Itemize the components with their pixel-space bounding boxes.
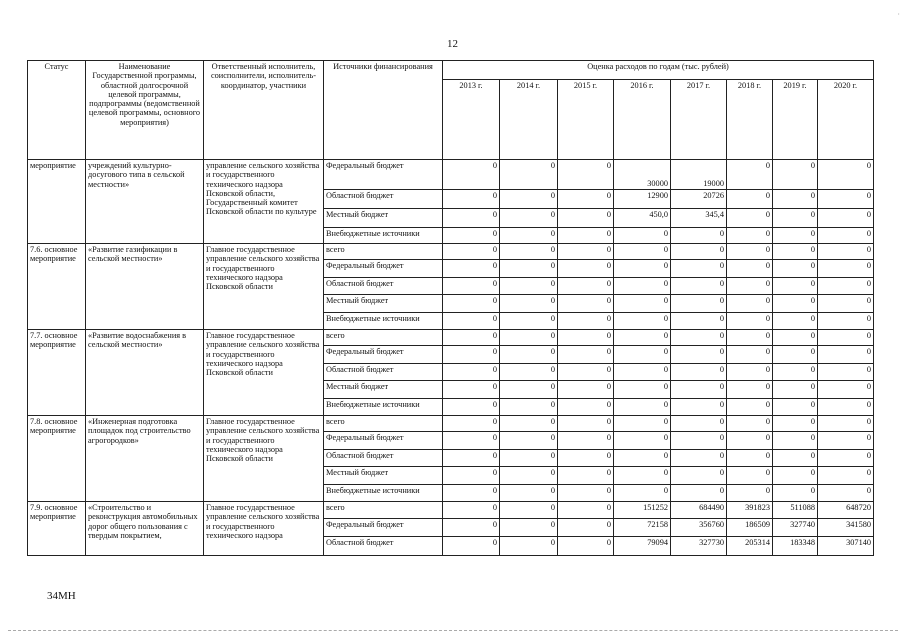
value-cell: 0 <box>818 278 874 295</box>
header-year: 2019 г. <box>773 80 818 160</box>
name-cell: «Инженерная подготовка площадок под строительство агрогородков» <box>86 416 204 502</box>
value-cell: 0 <box>614 313 671 330</box>
value-cell: 0 <box>818 346 874 364</box>
value-cell: 0 <box>727 330 773 346</box>
value-cell: 0 <box>443 485 500 502</box>
value-cell: 307140 <box>818 537 874 556</box>
source-cell: всего <box>324 416 443 432</box>
value-cell: 0 <box>443 190 500 209</box>
source-cell: Внебюджетные источники <box>324 485 443 502</box>
value-cell: 0 <box>671 313 727 330</box>
value-cell: 0 <box>558 485 614 502</box>
value-cell: 0 <box>773 416 818 432</box>
value-cell: 0 <box>727 160 773 190</box>
header-name: Наименование Государственной программы, областной долгосрочной целевой программы, подпрограммы (ведомственной целевой программы, основного мероприятия) <box>86 61 204 160</box>
value-cell: 0 <box>500 278 558 295</box>
source-cell: Федеральный бюджет <box>324 160 443 190</box>
value-cell: 0 <box>443 346 500 364</box>
corner-mark: · <box>897 10 900 19</box>
status-cell: 7.9. основное мероприятие <box>28 502 86 556</box>
value-cell: 0 <box>500 432 558 450</box>
value-cell: 0 <box>443 330 500 346</box>
value-cell: 0 <box>727 295 773 313</box>
source-cell: Федеральный бюджет <box>324 432 443 450</box>
value-cell: 0 <box>614 485 671 502</box>
value-cell: 0 <box>500 364 558 381</box>
value-cell: 205314 <box>727 537 773 556</box>
value-cell: 0 <box>818 190 874 209</box>
name-cell: «Развитие газификации в сельской местности» <box>86 244 204 330</box>
table-row <box>28 244 874 260</box>
value-cell: 0 <box>727 260 773 278</box>
value-cell: 0 <box>558 416 614 432</box>
budget-table <box>27 60 874 556</box>
value-cell: 0 <box>671 330 727 346</box>
source-cell: Федеральный бюджет <box>324 519 443 537</box>
value-cell: 0 <box>614 244 671 260</box>
value-cell: 0 <box>773 399 818 416</box>
value-cell: 0 <box>500 519 558 537</box>
value-cell: 0 <box>671 399 727 416</box>
value-cell: 0 <box>773 278 818 295</box>
value-cell: 0 <box>773 330 818 346</box>
value-cell: 0 <box>727 278 773 295</box>
value-cell: 0 <box>443 399 500 416</box>
value-cell: 450,0 <box>614 209 671 228</box>
value-cell: 0 <box>818 330 874 346</box>
value-cell: 0 <box>500 346 558 364</box>
value-cell: 0 <box>727 364 773 381</box>
value-cell: 0 <box>443 519 500 537</box>
value-cell: 0 <box>818 364 874 381</box>
value-cell: 0 <box>727 432 773 450</box>
value-cell: 0 <box>773 381 818 399</box>
value-cell: 0 <box>443 364 500 381</box>
status-cell: 7.6. основное мероприятие <box>28 244 86 330</box>
value-cell: 0 <box>727 313 773 330</box>
value-cell: 0 <box>558 209 614 228</box>
header-year: 2014 г. <box>500 80 558 160</box>
value-cell: 0 <box>773 160 818 190</box>
value-cell: 0 <box>671 346 727 364</box>
status-cell: 7.8. основное мероприятие <box>28 416 86 502</box>
value-cell: 0 <box>671 364 727 381</box>
value-cell: 0 <box>500 295 558 313</box>
value-cell: 0 <box>671 295 727 313</box>
value-cell: 0 <box>558 364 614 381</box>
value-cell: 0 <box>500 228 558 244</box>
value-cell: 0 <box>443 260 500 278</box>
value-cell: 0 <box>443 467 500 485</box>
value-cell: 0 <box>671 467 727 485</box>
value-cell: 0 <box>558 295 614 313</box>
value-cell: 186509 <box>727 519 773 537</box>
value-cell: 0 <box>614 295 671 313</box>
value-cell: 0 <box>500 160 558 190</box>
header-year: 2016 г. <box>614 80 671 160</box>
value-cell: 0 <box>614 399 671 416</box>
source-cell: Местный бюджет <box>324 209 443 228</box>
value-cell: 327740 <box>773 519 818 537</box>
value-cell: 0 <box>818 485 874 502</box>
value-cell: 0 <box>818 295 874 313</box>
source-cell: Областной бюджет <box>324 190 443 209</box>
value-cell: 0 <box>558 260 614 278</box>
value-cell: 0 <box>500 190 558 209</box>
value-cell: 0 <box>818 416 874 432</box>
source-cell: Внебюджетные источники <box>324 313 443 330</box>
value-cell: 0 <box>500 399 558 416</box>
value-cell: 0 <box>727 244 773 260</box>
value-cell: 0 <box>558 244 614 260</box>
value-cell: 0 <box>443 381 500 399</box>
value-cell: 0 <box>500 381 558 399</box>
value-cell: 0 <box>773 450 818 467</box>
value-cell: 0 <box>443 160 500 190</box>
value-cell: 151252 <box>614 502 671 519</box>
value-cell: 0 <box>818 228 874 244</box>
value-cell: 0 <box>818 260 874 278</box>
value-cell: 0 <box>727 228 773 244</box>
value-cell: 0 <box>818 244 874 260</box>
value-cell: 0 <box>773 485 818 502</box>
value-cell: 0 <box>614 260 671 278</box>
value-cell: 0 <box>500 467 558 485</box>
value-cell: 0 <box>614 346 671 364</box>
value-cell: 0 <box>558 278 614 295</box>
value-cell: 0 <box>558 450 614 467</box>
value-cell: 0 <box>500 537 558 556</box>
table-row <box>28 416 874 432</box>
value-cell: 0 <box>558 228 614 244</box>
source-cell: Федеральный бюджет <box>324 346 443 364</box>
value-cell: 0 <box>818 399 874 416</box>
value-cell: 511088 <box>773 502 818 519</box>
executor-cell: Главное государственное управление сельского хозяйства и государственного технического надзора Псковской области <box>204 330 324 416</box>
value-cell: 0 <box>727 450 773 467</box>
value-cell: 0 <box>773 260 818 278</box>
value-cell: 0 <box>443 537 500 556</box>
value-cell: 0 <box>773 364 818 381</box>
value-cell: 0 <box>818 160 874 190</box>
value-cell: 0 <box>727 381 773 399</box>
value-cell: 0 <box>500 450 558 467</box>
value-cell: 0 <box>558 467 614 485</box>
value-cell: 0 <box>558 160 614 190</box>
status-cell: 7.7. основное мероприятие <box>28 330 86 416</box>
page-edge-divider <box>8 630 898 631</box>
table-row <box>28 502 874 519</box>
value-cell: 0 <box>443 295 500 313</box>
value-cell: 0 <box>773 244 818 260</box>
value-cell: 0 <box>614 381 671 399</box>
value-cell: 0 <box>818 450 874 467</box>
value-cell: 391823 <box>727 502 773 519</box>
executor-cell: Главное государственное управление сельского хозяйства и государственного технического надзора Псковской области <box>204 416 324 502</box>
value-cell: 684490 <box>671 502 727 519</box>
value-cell: 0 <box>500 313 558 330</box>
value-cell: 0 <box>727 346 773 364</box>
header-sources: Источники финансирования <box>324 61 443 160</box>
value-cell: 0 <box>443 432 500 450</box>
value-cell: 0 <box>614 432 671 450</box>
header-year: 2018 г. <box>727 80 773 160</box>
table-row <box>28 330 874 346</box>
value-cell: 345,4 <box>671 209 727 228</box>
source-cell: всего <box>324 330 443 346</box>
value-cell: 0 <box>727 190 773 209</box>
status-cell: мероприятие <box>28 160 86 244</box>
value-cell: 0 <box>558 399 614 416</box>
value-cell: 0 <box>773 190 818 209</box>
value-cell: 0 <box>773 313 818 330</box>
value-cell: 0 <box>671 432 727 450</box>
name-cell: «Развитие водоснабжения в сельской местности» <box>86 330 204 416</box>
value-cell: 0 <box>727 416 773 432</box>
value-cell: 0 <box>443 450 500 467</box>
source-cell: всего <box>324 502 443 519</box>
value-cell: 0 <box>773 346 818 364</box>
value-cell: 0 <box>443 278 500 295</box>
value-cell: 0 <box>818 432 874 450</box>
executor-cell: Главное государственное управление сельского хозяйства и государственного технического надзора <box>204 502 324 556</box>
source-cell: Местный бюджет <box>324 295 443 313</box>
source-cell: Федеральный бюджет <box>324 260 443 278</box>
source-cell: всего <box>324 244 443 260</box>
value-cell: 0 <box>558 190 614 209</box>
value-cell: 0 <box>500 502 558 519</box>
source-cell: Областной бюджет <box>324 364 443 381</box>
value-cell: 0 <box>443 313 500 330</box>
value-cell: 0 <box>614 278 671 295</box>
value-cell: 0 <box>443 244 500 260</box>
value-cell: 0 <box>443 209 500 228</box>
value-cell: 0 <box>614 330 671 346</box>
source-cell: Внебюджетные источники <box>324 228 443 244</box>
value-cell: 341580 <box>818 519 874 537</box>
value-cell: 19000 <box>671 160 727 190</box>
value-cell: 0 <box>727 399 773 416</box>
value-cell: 0 <box>443 502 500 519</box>
value-cell: 20726 <box>671 190 727 209</box>
value-cell: 0 <box>671 450 727 467</box>
value-cell: 0 <box>671 260 727 278</box>
source-cell: Внебюджетные источники <box>324 399 443 416</box>
value-cell: 0 <box>671 228 727 244</box>
value-cell: 0 <box>500 244 558 260</box>
value-cell: 0 <box>727 485 773 502</box>
value-cell: 12900 <box>614 190 671 209</box>
value-cell: 0 <box>614 364 671 381</box>
value-cell: 183348 <box>773 537 818 556</box>
header-status: Статус <box>28 61 86 160</box>
value-cell: 0 <box>558 537 614 556</box>
page-number: 12 <box>447 38 458 50</box>
value-cell: 0 <box>558 313 614 330</box>
header-year: 2013 г. <box>443 80 500 160</box>
value-cell: 0 <box>671 485 727 502</box>
value-cell: 0 <box>671 278 727 295</box>
value-cell: 0 <box>614 416 671 432</box>
value-cell: 0 <box>773 467 818 485</box>
value-cell: 0 <box>500 209 558 228</box>
value-cell: 356760 <box>671 519 727 537</box>
name-cell: учреждений культурно-досугового типа в сельской местности» <box>86 160 204 244</box>
value-cell: 0 <box>558 381 614 399</box>
table-row <box>28 160 874 190</box>
source-cell: Областной бюджет <box>324 450 443 467</box>
value-cell: 0 <box>614 450 671 467</box>
value-cell: 0 <box>443 416 500 432</box>
name-cell: «Строительство и реконструкция автомобильных дорог общего пользования с твердым покрытием, <box>86 502 204 556</box>
value-cell: 0 <box>773 209 818 228</box>
value-cell: 0 <box>500 260 558 278</box>
executor-cell: Главное государственное управление сельского хозяйства и государственного технического надзора Псковской области <box>204 244 324 330</box>
value-cell: 0 <box>500 330 558 346</box>
header-year: 2017 г. <box>671 80 727 160</box>
value-cell: 0 <box>443 228 500 244</box>
header-executor: Ответственный исполнитель, соисполнители, исполнитель-координатор, участники <box>204 61 324 160</box>
value-cell: 0 <box>558 502 614 519</box>
value-cell: 0 <box>558 330 614 346</box>
source-cell: Местный бюджет <box>324 381 443 399</box>
header-year: 2015 г. <box>558 80 614 160</box>
value-cell: 0 <box>818 381 874 399</box>
value-cell: 0 <box>558 519 614 537</box>
value-cell: 0 <box>671 381 727 399</box>
value-cell: 0 <box>614 467 671 485</box>
source-cell: Областной бюджет <box>324 537 443 556</box>
value-cell: 0 <box>671 416 727 432</box>
value-cell: 0 <box>614 228 671 244</box>
value-cell: 0 <box>818 467 874 485</box>
executor-cell: управление сельского хозяйства и государственного технического надзора Псковской области, Государственный комитет Псковской области по культуре <box>204 160 324 244</box>
value-cell: 327730 <box>671 537 727 556</box>
value-cell: 30000 <box>614 160 671 190</box>
value-cell: 0 <box>671 244 727 260</box>
value-cell: 72158 <box>614 519 671 537</box>
value-cell: 0 <box>727 209 773 228</box>
source-cell: Областной бюджет <box>324 278 443 295</box>
value-cell: 79094 <box>614 537 671 556</box>
value-cell: 0 <box>558 346 614 364</box>
value-cell: 0 <box>773 295 818 313</box>
value-cell: 0 <box>818 313 874 330</box>
source-cell: Местный бюджет <box>324 467 443 485</box>
footer-code: 34MH <box>47 590 76 602</box>
value-cell: 0 <box>773 228 818 244</box>
value-cell: 0 <box>773 432 818 450</box>
value-cell: 0 <box>818 209 874 228</box>
value-cell: 0 <box>500 416 558 432</box>
header-estimate: Оценка расходов по годам (тыс. рублей) <box>443 61 874 80</box>
header-year: 2020 г. <box>818 80 874 160</box>
value-cell: 648720 <box>818 502 874 519</box>
value-cell: 0 <box>727 467 773 485</box>
value-cell: 0 <box>500 485 558 502</box>
value-cell: 0 <box>558 432 614 450</box>
